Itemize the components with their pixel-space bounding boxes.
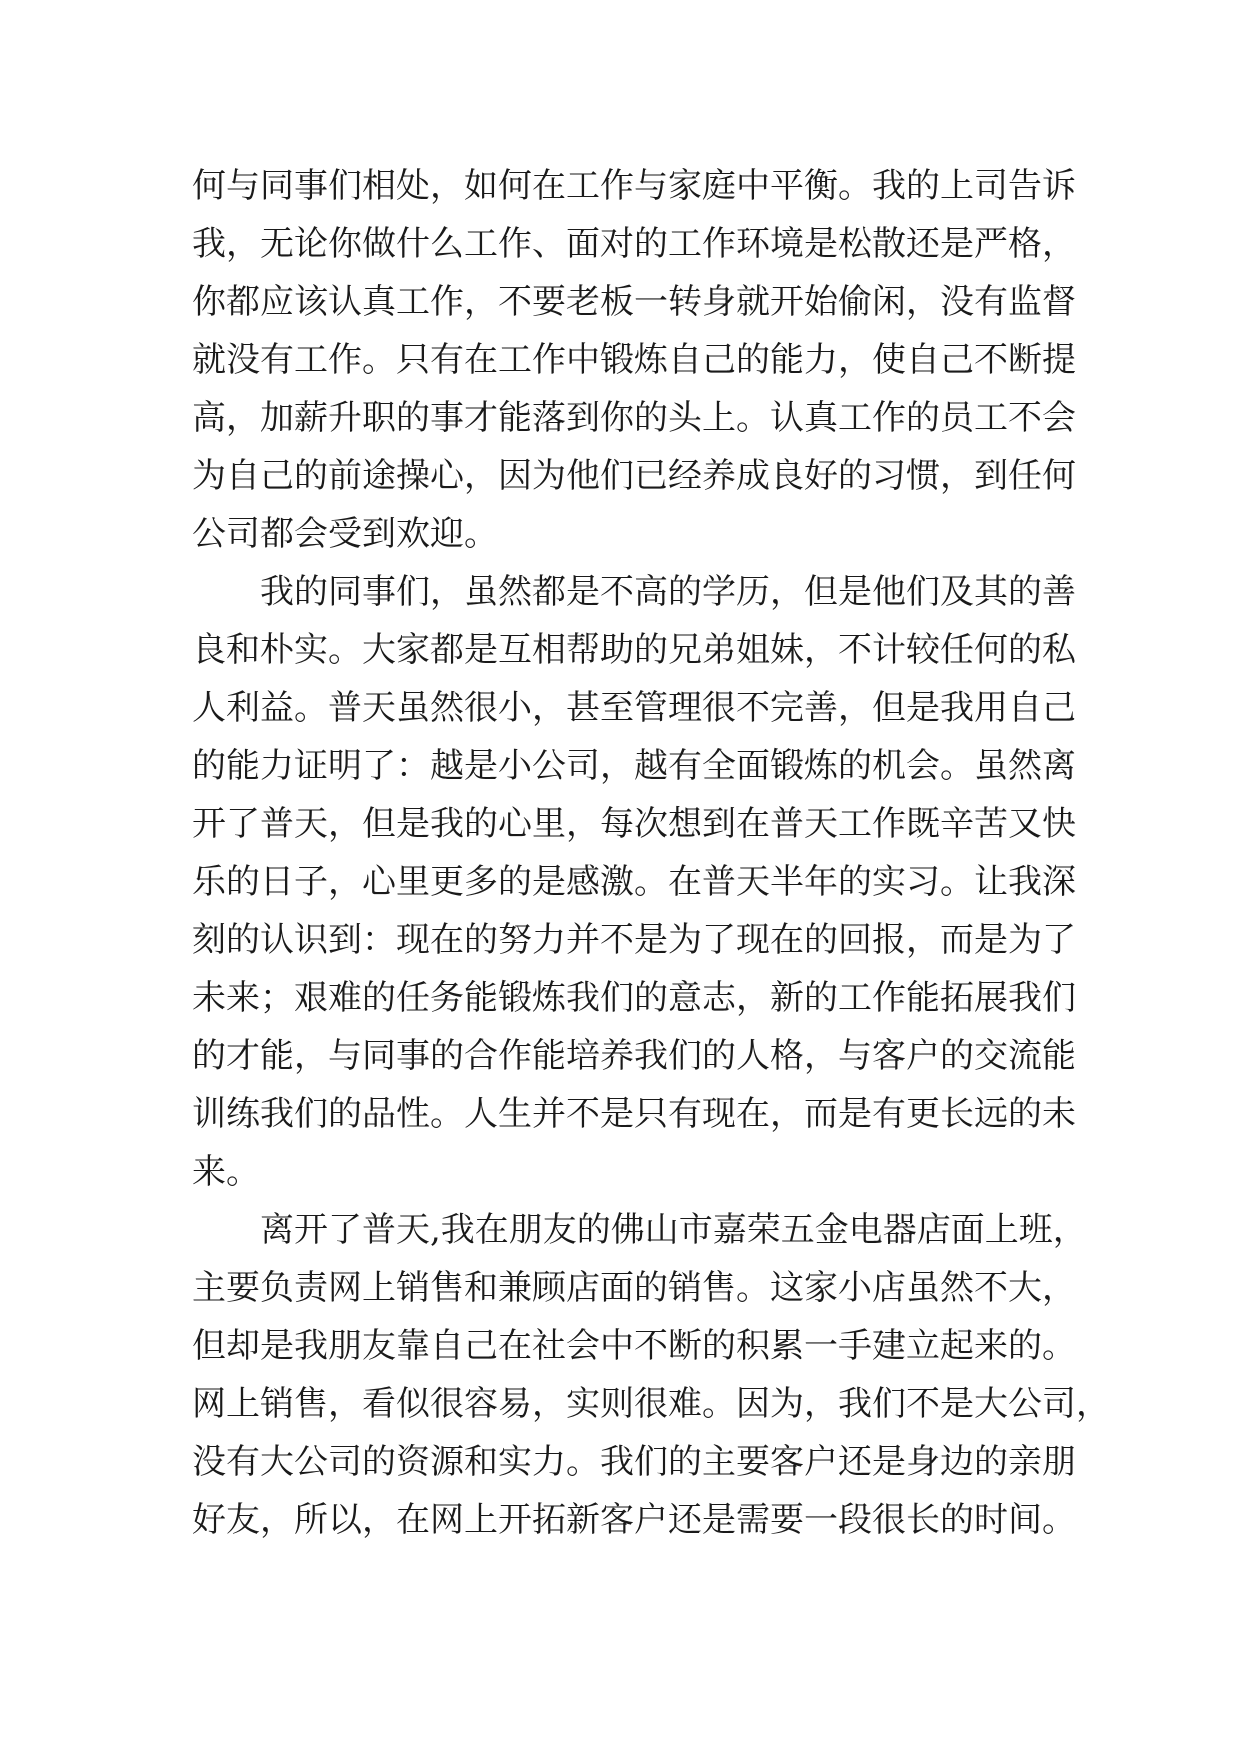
text-line: 的能力证明了：越是小公司，越有全面锻炼的机会。虽然离 [192, 746, 1076, 786]
text-line: 好友，所以，在网上开拓新客户还是需要一段很长的时间。 [192, 1500, 1076, 1540]
text-line: 乐的日子，心里更多的是感激。在普天半年的实习。让我深 [192, 862, 1076, 902]
text-line: 公司都会受到欢迎。 [192, 514, 498, 554]
text-line: 训练我们的品性。人生并不是只有现在，而是有更长远的未 [192, 1094, 1076, 1134]
text-line: 你都应该认真工作，不要老板一转身就开始偷闲，没有监督 [192, 282, 1076, 322]
paragraph-2 [192, 563, 1076, 1201]
text-line: 开了普天，但是我的心里，每次想到在普天工作既辛苦又快 [192, 804, 1076, 844]
text-line: 我，无论你做什么工作、面对的工作环境是松散还是严格， [192, 224, 1076, 264]
text-line: 刻的认识到：现在的努力并不是为了现在的回报，而是为了 [192, 920, 1076, 960]
text-line: 何与同事们相处，如何在工作与家庭中平衡。我的上司告诉 [192, 166, 1076, 206]
paragraph-3 [192, 1201, 1110, 1549]
text-line: 的才能，与同事的合作能培养我们的人格，与客户的交流能 [192, 1036, 1076, 1076]
text-line: 良和朴实。大家都是互相帮助的兄弟姐妹，不计较任何的私 [192, 630, 1076, 670]
text-line: 但却是我朋友靠自己在社会中不断的积累一手建立起来的。 [192, 1326, 1076, 1366]
text-line: 网上销售，看似很容易，实则很难。因为，我们不是大公司， [192, 1384, 1110, 1424]
text-line: 没有大公司的资源和实力。我们的主要客户还是身边的亲朋 [192, 1442, 1076, 1482]
paragraph-1 [192, 157, 1076, 563]
text-line: 为自己的前途操心，因为他们已经养成良好的习惯，到任何 [192, 456, 1076, 496]
text-line: 高，加薪升职的事才能落到你的头上。认真工作的员工不会 [192, 398, 1076, 438]
text-line: 离开了普天,我在朋友的佛山市嘉荣五金电器店面上班， [260, 1210, 1087, 1250]
text-line: 我的同事们，虽然都是不高的学历，但是他们及其的善 [260, 572, 1076, 612]
document-body [192, 157, 1110, 1549]
text-line: 人利益。普天虽然很小，甚至管理很不完善，但是我用自己 [192, 688, 1076, 728]
text-line: 主要负责网上销售和兼顾店面的销售。这家小店虽然不大， [192, 1268, 1076, 1308]
text-line: 未来；艰难的任务能锻炼我们的意志，新的工作能拓展我们 [192, 978, 1076, 1018]
text-line: 就没有工作。只有在工作中锻炼自己的能力，使自己不断提 [192, 340, 1076, 380]
text-line: 来。 [192, 1152, 260, 1192]
